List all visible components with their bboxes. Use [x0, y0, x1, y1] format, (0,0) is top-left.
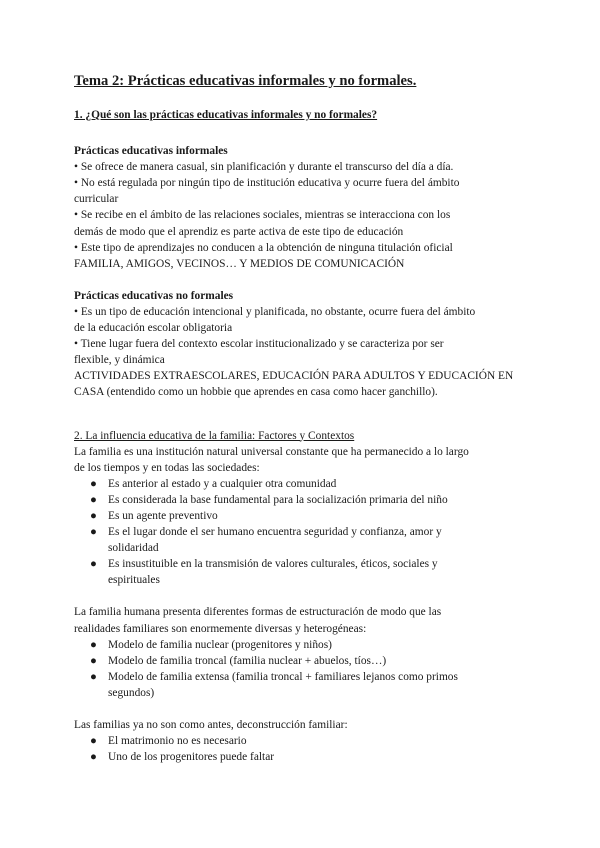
section2-paragraph: Las familias ya no son como antes, deconstrucción familiar:: [74, 719, 348, 731]
informales-line: • No está regulada por ningún tipo de institución educativa y ocurre fuera del ámbito: [74, 177, 460, 190]
deconstruction-list: [74, 733, 524, 765]
family-models-list: [74, 637, 524, 701]
list-item-text: Uno de los progenitores puede faltar: [108, 751, 275, 764]
list-item-text: solidaridad: [108, 542, 159, 555]
bullet-icon: ●: [90, 558, 97, 571]
informales-examples: FAMILIA, AMIGOS, VECINOS… Y MEDIOS DE COMUNICACIÓN: [74, 257, 405, 270]
list-item-text: Es anterior al estado y a cualquier otra comunidad: [108, 477, 337, 490]
section2-paragraph: La familia humana presenta diferentes formas de estructuración de modo que las: [74, 606, 442, 619]
list-item: [90, 669, 524, 701]
list-item-text: Modelo de familia extensa (familia troncal + familiares lejanos como primos: [108, 670, 458, 683]
list-item: [90, 508, 524, 524]
spacer: [74, 401, 524, 428]
no-formales-line: • Tiene lugar fuera del contexto escolar institucionalizado y se caracteriza por ser: [74, 338, 444, 351]
list-item-text: espirituales: [108, 574, 160, 587]
list-item-text: segundos): [108, 686, 155, 699]
bullet-icon: ●: [90, 751, 97, 764]
list-item: [90, 733, 524, 749]
informales-list: [74, 159, 524, 272]
informales-line: curricular: [74, 193, 119, 206]
list-item: [90, 492, 524, 508]
list-item-text: Es considerada la base fundamental para la socialización primaria del niño: [108, 493, 448, 506]
informales-line: • Se ofrece de manera casual, sin planificación y durante el transcurso del día a día.: [74, 161, 454, 174]
list-item: [90, 637, 524, 653]
no-formales-examples: ACTIVIDADES EXTRAESCOLARES, EDUCACIÓN PARA ADULTOS Y EDUCACIÓN EN: [74, 370, 514, 383]
bullet-icon: ●: [90, 735, 97, 748]
document-content: [74, 72, 524, 765]
list-item-text: El matrimonio no es necesario: [108, 735, 247, 748]
spacer: [74, 272, 524, 288]
spacer: [74, 588, 524, 604]
list-item: [90, 556, 524, 588]
list-item: [90, 476, 524, 492]
informales-heading: Prácticas educativas informales: [74, 145, 228, 158]
informales-line: • Este tipo de aprendizajes no conducen a la obtención de ninguna titulación oficial: [74, 241, 453, 254]
list-item-text: Es el lugar donde el ser humano encuentra seguridad y confianza, amor y: [108, 526, 442, 539]
list-item: [90, 524, 524, 556]
question-heading: 1. ¿Qué son las prácticas educativas informales y no formales?: [74, 109, 378, 121]
no-formales-line: de la educación escolar obligatoria: [74, 322, 233, 335]
section2-intro-line: La familia es una institución natural universal constante que ha permanecido a lo largo: [74, 445, 469, 458]
list-item-text: Modelo de familia troncal (familia nuclear + abuelos, tíos…): [108, 654, 387, 667]
list-item: [90, 749, 524, 765]
section2-intro-line: de los tiempos y en todas las sociedades:: [74, 461, 260, 474]
no-formales-examples: CASA (entendido como un hobbie que aprendes en casa como hacer ganchillo).: [74, 386, 438, 399]
bullet-icon: ●: [90, 526, 97, 539]
bullet-icon: ●: [90, 493, 97, 506]
spacer: [74, 701, 524, 717]
list-item: [90, 653, 524, 669]
informales-line: • Se recibe en el ámbito de las relaciones sociales, mientras se interacciona con los: [74, 209, 451, 222]
bullet-icon: ●: [90, 638, 97, 651]
no-formales-line: • Es un tipo de educación intencional y planificada, no obstante, ocurre fuera del ámbito: [74, 305, 476, 318]
no-formales-heading: Prácticas educativas no formales: [74, 289, 234, 302]
list-item-text: Modelo de familia nuclear (progenitores y niños): [108, 638, 332, 651]
no-formales-line: flexible, y dinámica: [74, 354, 165, 367]
bullet-icon: ●: [90, 654, 97, 667]
bullet-icon: ●: [90, 509, 97, 522]
list-item-text: Es insustituible en la transmisión de valores culturales, éticos, sociales y: [108, 558, 438, 571]
section2-paragraph: realidades familiares son enormemente diversas y heterogéneas:: [74, 622, 367, 635]
bullet-icon: ●: [90, 477, 97, 490]
page-title: Tema 2: Prácticas educativas informales y no formales.: [74, 73, 417, 89]
family-traits-list: [74, 476, 524, 589]
informales-line: demás de modo que el aprendiz es parte activa de este tipo de educación: [74, 225, 404, 238]
section2-heading: 2. La influencia educativa de la familia: Factores y Contextos: [74, 429, 355, 442]
list-item-text: Es un agente preventivo: [108, 509, 218, 522]
no-formales-list: [74, 304, 524, 401]
bullet-icon: ●: [90, 670, 97, 683]
